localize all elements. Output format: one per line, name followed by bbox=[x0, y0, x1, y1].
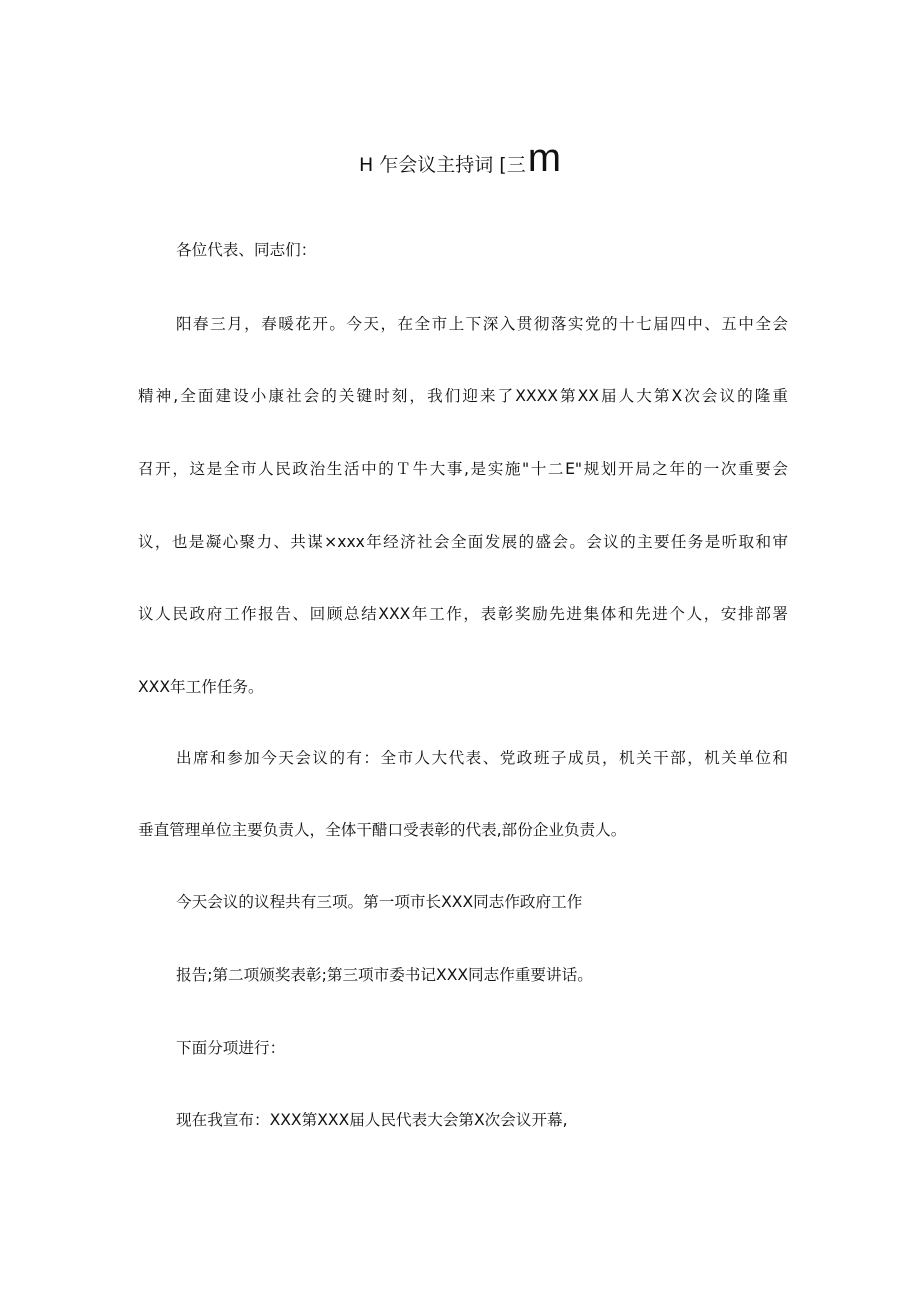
paragraph-line: 阳春三月，春暖花开。今天，在全市上下深入贯彻落实党的十七届四中、五中全会 bbox=[176, 315, 788, 333]
paragraph-line: 报告;第二项颁奖表彰;第三项市委书记XXX同志作重要讲话。 bbox=[176, 966, 593, 984]
paragraph-line: 现在我宣布：XXX第XXX届人民代表大会第X次会议开幕, bbox=[176, 1111, 568, 1129]
paragraph-line: 召开，这是全市人民政治生活中的Ｔ牛大事,是实施"十二E"规划开局之年的一次重要会 bbox=[138, 460, 788, 478]
paragraph-line: 议，也是凝心聚力、共谋×xxx年经济社会全面发展的盛会。会议的主要任务是听取和审 bbox=[138, 533, 788, 551]
document-title bbox=[0, 138, 920, 185]
paragraph-line: XXX年工作任务。 bbox=[138, 678, 264, 696]
greeting-line: 各位代表、同志们： bbox=[176, 241, 317, 259]
paragraph-line: 今天会议的议程共有三项。第一项市长XXX同志作政府工作 bbox=[176, 893, 583, 911]
paragraph-line: 议人民政府工作报告、回顾总结XXX年工作，表彰奖励先进集体和先进个人，安排部署 bbox=[138, 605, 788, 623]
paragraph-line: 下面分项进行： bbox=[176, 1039, 286, 1057]
paragraph-line: 出席和参加今天会议的有：全市人大代表、党政班子成员，机关干部，机关单位和 bbox=[176, 749, 788, 767]
title-main-text: H 乍会议主持词 [三 bbox=[358, 154, 526, 176]
paragraph-line: 垂直管理单位主要负责人，全体干醋口受表彰的代表,部份企业负责人。 bbox=[138, 821, 627, 839]
paragraph-line: 精神,全面建设小康社会的关键时刻，我们迎来了XXXX第XX届人大第X次会议的隆重 bbox=[138, 387, 788, 405]
title-tail-text: m bbox=[527, 136, 562, 180]
